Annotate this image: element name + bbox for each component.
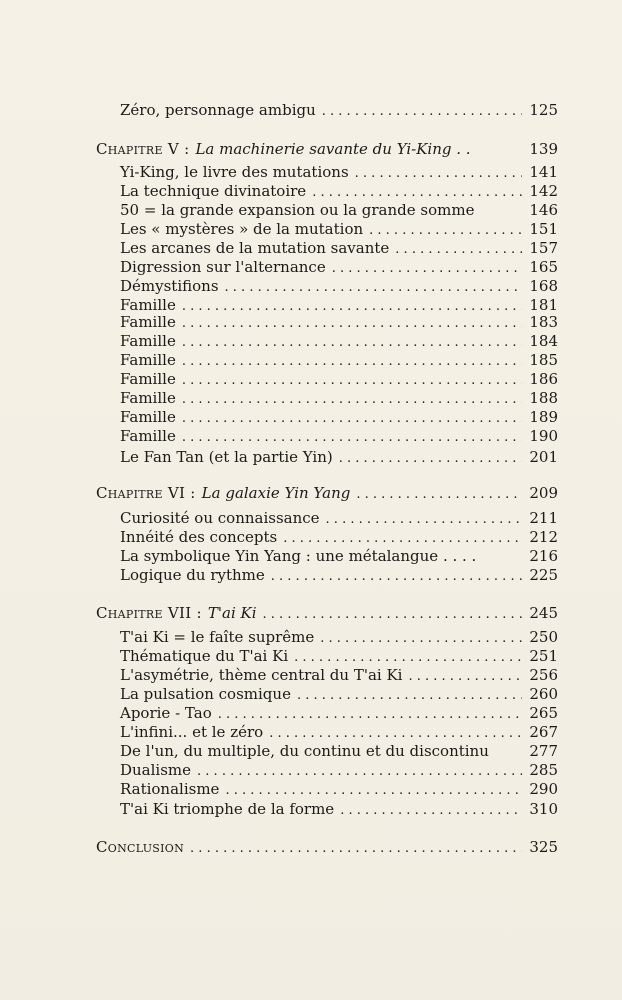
toc-entry bbox=[120, 101, 558, 121]
conclusion-heading bbox=[96, 838, 558, 858]
toc-entry bbox=[120, 647, 558, 667]
dot-leader bbox=[190, 840, 522, 858]
entry-page: 125 bbox=[529, 101, 558, 119]
chapter-heading-7 bbox=[96, 604, 558, 624]
entry-label: Yi-King, le livre des mutations bbox=[120, 163, 349, 181]
chapter-title: La machinerie savante du Yi-King . . bbox=[195, 140, 471, 158]
entry-page: 216 bbox=[529, 547, 558, 565]
dot-leader bbox=[182, 315, 522, 333]
dot-leader bbox=[369, 222, 522, 240]
entry-label: De l'un, du multiple, du continu et du discontinu bbox=[120, 742, 489, 760]
entry-label: L'asymétrie, thème central du T'ai Ki bbox=[120, 666, 403, 684]
dot-leader bbox=[320, 630, 522, 648]
entry-label: Logique du rythme bbox=[120, 566, 265, 584]
entry-label: Curiosité ou connaissance bbox=[120, 509, 320, 527]
toc-entry bbox=[120, 685, 558, 705]
entry-label: Dualisme bbox=[120, 761, 192, 779]
toc-entry bbox=[120, 528, 558, 548]
toc-entry bbox=[120, 277, 558, 297]
toc-entry bbox=[120, 239, 558, 259]
entry-page: 201 bbox=[529, 448, 558, 466]
dot-leader bbox=[312, 184, 522, 202]
dot-leader bbox=[355, 165, 522, 183]
entry-page: 267 bbox=[529, 723, 558, 741]
toc-entry bbox=[120, 448, 558, 468]
chapter-title: T'ai Ki bbox=[207, 604, 257, 622]
entry-label: La symbolique Yin Yang : une métalangue . . . . bbox=[120, 547, 477, 565]
entry-page: 146 bbox=[529, 201, 558, 219]
chapter-page: 245 bbox=[529, 604, 558, 622]
dot-leader bbox=[197, 763, 522, 781]
entry-label: Famille bbox=[120, 332, 176, 350]
dot-leader bbox=[356, 486, 522, 504]
dot-leader bbox=[322, 103, 522, 121]
dot-leader bbox=[408, 668, 522, 686]
entry-page: 256 bbox=[529, 666, 558, 684]
entry-label: Famille bbox=[120, 427, 176, 445]
dot-leader bbox=[326, 511, 522, 529]
entry-page: 251 bbox=[529, 647, 558, 665]
entry-page: 165 bbox=[529, 258, 558, 276]
entry-label: Les « mystères » de la mutation bbox=[120, 220, 364, 238]
dot-leader bbox=[271, 568, 522, 586]
dot-leader bbox=[218, 706, 522, 724]
entry-label: La pulsation cosmique bbox=[120, 685, 291, 703]
entry-page: 186 bbox=[529, 370, 558, 388]
toc-entry bbox=[120, 566, 558, 586]
toc-entry bbox=[120, 389, 558, 409]
entry-page: 189 bbox=[529, 408, 558, 426]
chapter-label: Chapitre VI : bbox=[96, 484, 196, 502]
entry-page: 212 bbox=[529, 528, 558, 546]
toc-entry bbox=[120, 258, 558, 278]
entry-page: 260 bbox=[529, 685, 558, 703]
entry-label: 50 = la grande expansion ou la grande somme bbox=[120, 201, 475, 219]
toc-entry bbox=[120, 666, 558, 686]
chapter-page: 325 bbox=[529, 838, 558, 856]
entry-label: T'ai Ki = le faîte suprême bbox=[120, 628, 315, 646]
entry-label: La technique divinatoire bbox=[120, 182, 307, 200]
entry-label: Famille bbox=[120, 408, 176, 426]
toc-entry bbox=[120, 547, 558, 567]
toc-entry bbox=[120, 780, 558, 800]
entry-page: 183 bbox=[529, 313, 558, 331]
toc-entry bbox=[120, 704, 558, 724]
entry-label: Rationalisme bbox=[120, 780, 220, 798]
entry-label: L'infini... et le zéro bbox=[120, 723, 264, 741]
chapter-label: Chapitre VII : bbox=[96, 604, 202, 622]
dot-leader bbox=[182, 334, 522, 352]
dot-leader bbox=[395, 241, 522, 259]
entry-page: 277 bbox=[529, 742, 558, 760]
entry-page: 184 bbox=[529, 332, 558, 350]
dot-leader bbox=[340, 802, 522, 820]
entry-page: 250 bbox=[529, 628, 558, 646]
entry-page: 290 bbox=[529, 780, 558, 798]
entry-page: 188 bbox=[529, 389, 558, 407]
toc-entry bbox=[120, 351, 558, 371]
entry-label: Le Fan Tan (et la partie Yin) bbox=[120, 448, 333, 466]
entry-label: Digression sur l'alternance bbox=[120, 258, 326, 276]
dot-leader bbox=[182, 372, 522, 390]
entry-label: Famille bbox=[120, 351, 176, 369]
entry-label: Démystifions bbox=[120, 277, 219, 295]
dot-leader bbox=[339, 450, 522, 468]
entry-label: Zéro, personnage ambigu bbox=[120, 101, 316, 119]
toc-entry bbox=[120, 408, 558, 428]
entry-label: Famille bbox=[120, 296, 176, 314]
dot-leader bbox=[283, 530, 522, 548]
dot-leader bbox=[225, 279, 522, 297]
entry-page: 285 bbox=[529, 761, 558, 779]
chapter-page: 139 bbox=[529, 140, 558, 158]
entry-page: 265 bbox=[529, 704, 558, 722]
entry-page: 211 bbox=[529, 509, 558, 527]
entry-page: 181 bbox=[529, 296, 558, 314]
dot-leader bbox=[225, 782, 522, 800]
toc-entry bbox=[120, 800, 558, 820]
entry-label: Aporie - Tao bbox=[120, 704, 212, 722]
entry-page: 310 bbox=[529, 800, 558, 818]
toc-entry bbox=[120, 628, 558, 648]
entry-page: 185 bbox=[529, 351, 558, 369]
entry-label: Thématique du T'ai Ki bbox=[120, 647, 289, 665]
toc-entry bbox=[120, 201, 558, 221]
entry-page: 141 bbox=[529, 163, 558, 181]
dot-leader bbox=[297, 687, 522, 705]
entry-page: 168 bbox=[529, 277, 558, 295]
chapter-heading-5 bbox=[96, 140, 558, 160]
toc-entry bbox=[120, 509, 558, 529]
dot-leader bbox=[263, 606, 522, 624]
toc-entry bbox=[120, 313, 558, 333]
chapter-heading-6 bbox=[96, 484, 558, 504]
entry-label: T'ai Ki triomphe de la forme bbox=[120, 800, 335, 818]
entry-page: 142 bbox=[529, 182, 558, 200]
entry-label: Famille bbox=[120, 389, 176, 407]
dot-leader bbox=[182, 391, 522, 409]
dot-leader bbox=[182, 429, 522, 447]
dot-leader bbox=[332, 260, 522, 278]
chapter-label: Chapitre V : bbox=[96, 140, 190, 158]
toc-entry bbox=[120, 742, 558, 762]
toc-entry bbox=[120, 332, 558, 352]
toc-entry bbox=[120, 163, 558, 183]
entry-label: Innéité des concepts bbox=[120, 528, 278, 546]
dot-leader bbox=[294, 649, 522, 667]
entry-label: Les arcanes de la mutation savante bbox=[120, 239, 390, 257]
entry-page: 157 bbox=[529, 239, 558, 257]
entry-page: 225 bbox=[529, 566, 558, 584]
toc-entry bbox=[120, 370, 558, 390]
toc-entry bbox=[120, 723, 558, 743]
entry-label: Famille bbox=[120, 313, 176, 331]
dot-leader bbox=[182, 353, 522, 371]
chapter-label: Conclusion bbox=[96, 838, 185, 856]
toc-entry bbox=[120, 220, 558, 240]
entry-label: Famille bbox=[120, 370, 176, 388]
entry-page: 190 bbox=[529, 427, 558, 445]
entry-page: 151 bbox=[529, 220, 558, 238]
chapter-page: 209 bbox=[529, 484, 558, 502]
toc-entry bbox=[120, 182, 558, 202]
toc-entry bbox=[120, 761, 558, 781]
toc-entry bbox=[120, 427, 558, 447]
dot-leader bbox=[182, 410, 522, 428]
chapter-title: La galaxie Yin Yang bbox=[201, 484, 351, 502]
dot-leader bbox=[269, 725, 522, 743]
